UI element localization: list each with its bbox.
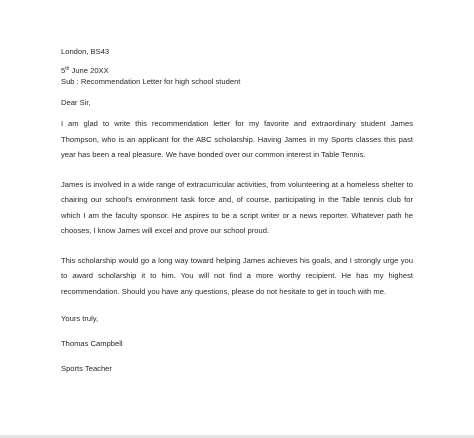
salutation: Dear Sir, xyxy=(61,98,91,107)
closing: Yours truly, xyxy=(61,314,99,323)
paragraph-recommendation: This scholarship would go a long way toward helping James achieves his goals, and I strongly urge you to award scholarship it to him. You will not find a more worthy recipient. He has my highest recommendation. Should you have any questions, please do not hesitate to get in touch with me. xyxy=(61,255,413,296)
date-rest: June 20XX xyxy=(69,66,109,75)
paragraph-intro: I am glad to write this recommendation letter for my favorite and extraordinary student James Thompson, who is an applicant for the ABC scholarship. Having James in my Sports classes this past year has been a real pleasure. We have bonded over our common interest in Table Tennis. xyxy=(61,119,413,159)
letter-body xyxy=(61,46,413,374)
date-day: 5 xyxy=(61,66,66,75)
sender-address: London, BS43 xyxy=(61,47,110,56)
signer-title: Sports Teacher xyxy=(61,364,112,373)
letter-date xyxy=(61,65,413,76)
paragraph-activities: James is involved in a wide range of extracurricular activities, from volunteering at a homeless shelter to chairing our school's environment task force and, of course, participating in the Table tennis club for which I am the faculty sponsor. He aspires to be a script writer or a news reporter. Whatever path he chooses, I know James will excel and prove our school proud. xyxy=(61,179,413,235)
date-ordinal-suffix: th xyxy=(65,66,70,72)
signer-name: Thomas Campbell xyxy=(61,339,123,348)
letter-subject: Sub : Recommendation Letter for high school student xyxy=(61,77,241,86)
